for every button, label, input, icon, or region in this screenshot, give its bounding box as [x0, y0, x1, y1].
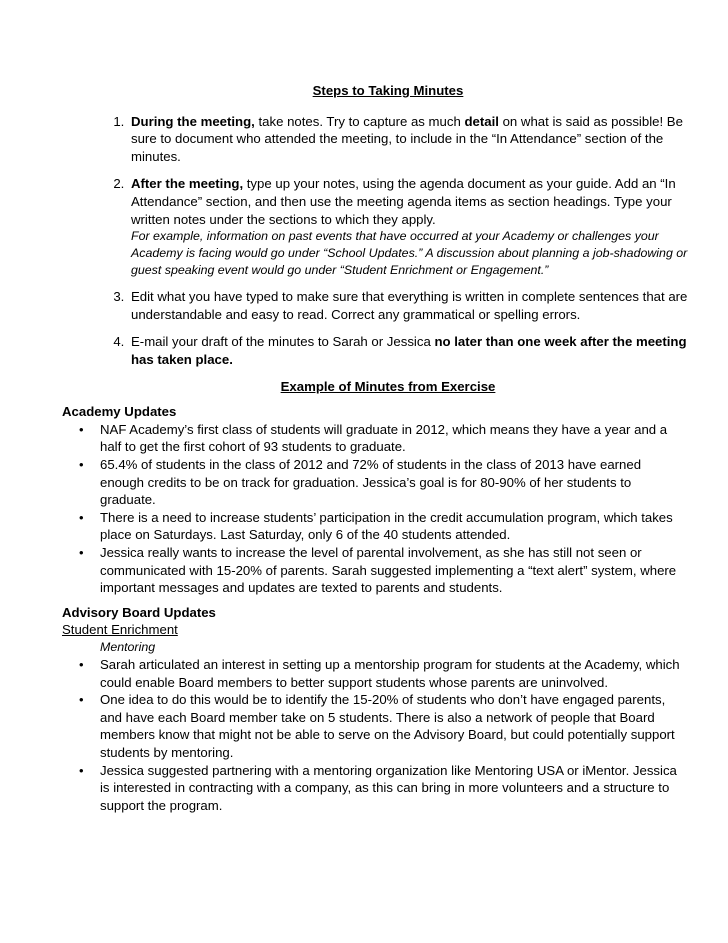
- list-item: • There is a need to increase students’ participation in the credit accumulation program, which takes place on Saturdays. Last Saturday, only 6 of the 40 students attended.: [100, 509, 688, 544]
- student-enrichment-subheading: Student Enrichment: [62, 622, 178, 638]
- step-emphasis: no later than one week after the meeting has taken place.: [131, 334, 687, 368]
- steps-list: [88, 113, 688, 369]
- list-item: • Sarah articulated an interest in setting up a mentorship program for students at the Academy, which could enable Board members to better support students whose parents are uninvolved.: [100, 656, 688, 691]
- step-text: type up your notes, using the agenda document as your guide. Add an “In Attendance” section, and then use the meeting agenda items as section headings. Type your written notes under the sections to which they apply.: [131, 176, 676, 227]
- list-item: • Jessica really wants to increase the level of parental involvement, as she has still not seen or communicated with 15-20% of parents. Sarah suggested implementing a “text alert” system, where important messages and updates are texted to parents and students.: [100, 544, 688, 597]
- step-example: For example, information on past events that have occurred at your Academy or challenges your Academy is facing would go under “School Updates.” A discussion about planning a job-shadowing or guest speaking event would go under “Student Enrichment or Engagement.”: [131, 229, 688, 277]
- step-text: Edit what you have typed to make sure that everything is written in complete sentences that are understandable and easy to read. Correct any grammatical or spelling errors.: [131, 289, 688, 322]
- advisory-updates-heading: Advisory Board Updates: [62, 604, 216, 620]
- step-item: [128, 113, 688, 166]
- step-item: [128, 175, 688, 278]
- list-item: • 65.4% of students in the class of 2012 and 72% of students in the class of 2013 have earned enough credits to be on track for graduation. Jessica’s goal is for 80-90% of her students to graduate.: [100, 456, 688, 509]
- step-text: on what is said as possible! Be sure to document who attended the meeting, to include in the “In Attendance” section of the minutes.: [131, 113, 683, 164]
- list-item: • One idea to do this would be to identify the 15-20% of students who don’t have engaged parents, and have each Board member take on 5 students. There is also a network of people that Board members know that might not be able to serve on the Advisory Board, but could potentially support students by mentoring.: [100, 691, 688, 761]
- step-text: take notes. Try to capture as much: [254, 113, 465, 129]
- page-title: Steps to Taking Minutes: [312, 83, 464, 98]
- step-lead: During the meeting,: [131, 113, 255, 129]
- minutes-body: [62, 403, 688, 814]
- step-text: E-mail your draft of the minutes to Sarah or Jessica: [131, 334, 435, 350]
- example-title: Example of Minutes from Exercise: [280, 378, 496, 394]
- academy-updates-list: [62, 421, 688, 597]
- step-item: [128, 288, 688, 323]
- mentoring-subheading: Mentoring: [100, 639, 156, 654]
- academy-updates-heading: Academy Updates: [62, 404, 177, 420]
- list-item: • Jessica suggested partnering with a mentoring organization like Mentoring USA or iMentor. Jessica is interested in contracting with a company, as this can bring in more volunteers and a structure to support the program.: [100, 762, 688, 815]
- step-emphasis: detail: [464, 113, 499, 129]
- list-item: • NAF Academy’s first class of students will graduate in 2012, which means they have a year and a half to get the first cohort of 93 students to graduate.: [100, 421, 688, 456]
- step-lead: After the meeting,: [131, 176, 244, 192]
- advisory-updates-list: [62, 656, 688, 814]
- step-item: [128, 333, 688, 368]
